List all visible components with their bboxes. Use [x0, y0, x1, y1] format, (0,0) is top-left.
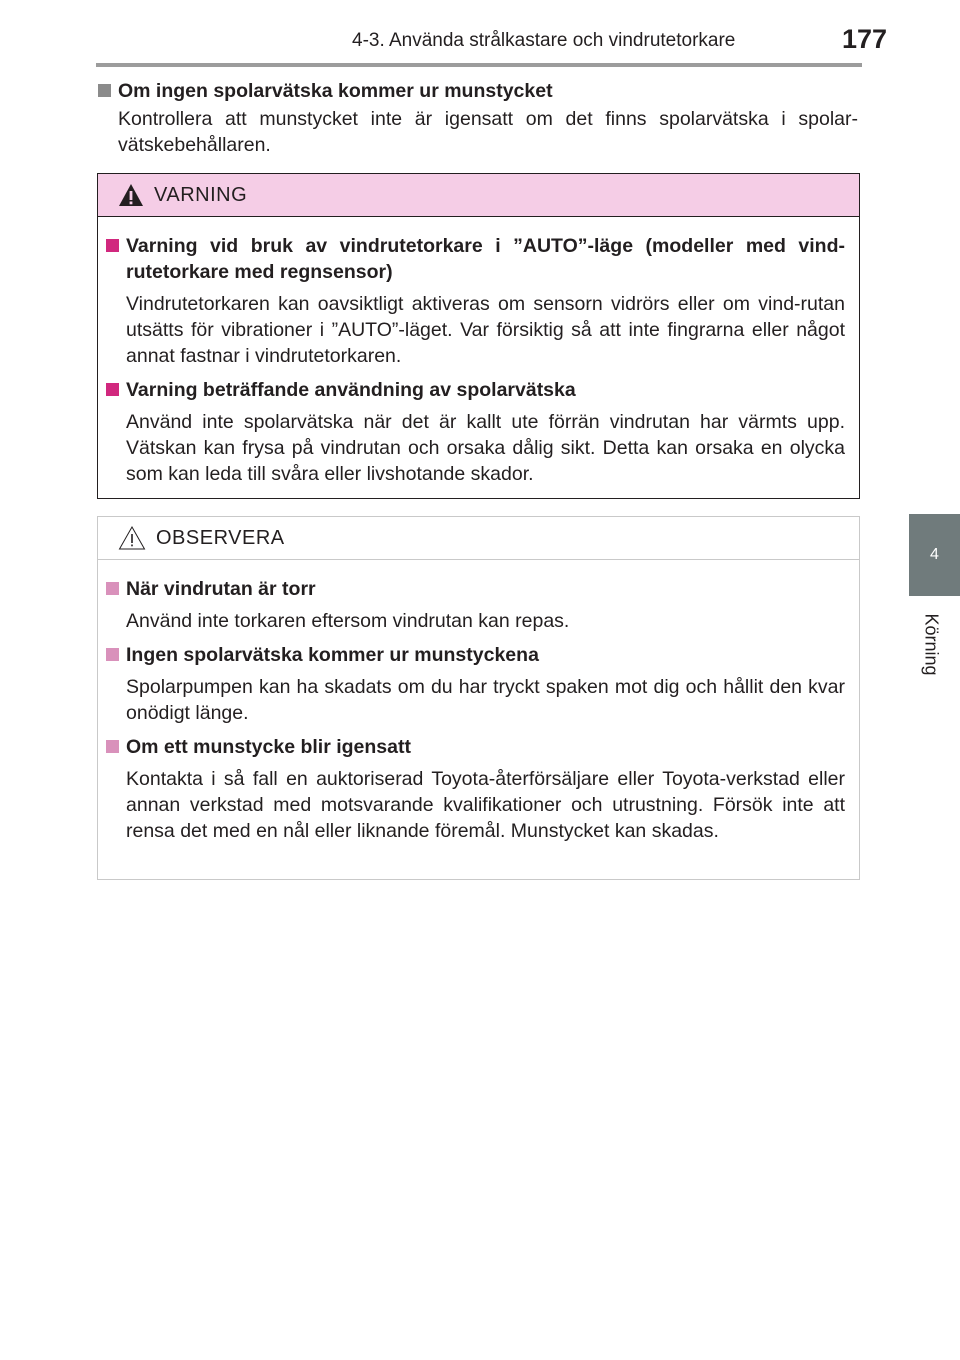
notice-section-text: Spolarpumpen kan ha skadats om du har tryckt spaken mot dig och hållit den kvar onödigt länge. [126, 676, 845, 724]
warning-section [106, 233, 845, 369]
warning-heading-text: Varning vid bruk av vindrutetorkare i ”AUTO”-läge (modeller med vind-rutetorkare med regnsensor) [126, 235, 845, 283]
warning-section [106, 377, 845, 487]
chapter-label-text: Körning [921, 612, 942, 676]
chapter-tab[interactable] [909, 514, 960, 596]
warning-label: VARNING [154, 183, 248, 206]
notice-section-heading [106, 576, 845, 602]
notice-section [106, 576, 845, 634]
square-bullet-icon [106, 239, 119, 252]
page-number: 177 [842, 24, 888, 54]
intro-text: Kontrollera att munstycket inte är igensatt om det finns spolarvätska i spolar-vätskebehållaren. [118, 108, 858, 156]
chapter-label [886, 608, 960, 680]
chapter-number: 4 [930, 546, 939, 563]
notice-section-heading [106, 734, 845, 760]
warning-section-text: Använd inte spolarvätska när det är kallt ute förrän vindrutan har värmts upp. Vätskan kan frysa på vindrutan och orsaka dålig sikt. Detta kan orsaka en olycka som kan leda till svåra eller livshotande skador. [126, 411, 845, 485]
notice-section [106, 642, 845, 726]
square-bullet-icon [106, 740, 119, 753]
intro-section [98, 78, 858, 158]
notice-label: OBSERVERA [156, 526, 285, 549]
header-section-title: 4-3. Använda strålkastare och vindrutetorkare [352, 30, 736, 51]
warning-box [97, 173, 860, 499]
caution-outline-icon [118, 525, 146, 551]
notice-box [97, 516, 860, 880]
notice-section [106, 734, 845, 844]
notice-heading-text: Ingen spolarvätska kommer ur munstyckena [126, 644, 539, 666]
square-bullet-icon [106, 648, 119, 661]
square-bullet-icon [106, 383, 119, 396]
notice-header [98, 517, 859, 560]
square-bullet-icon [98, 84, 111, 97]
notice-heading-text: När vindrutan är torr [126, 578, 316, 600]
header-rule [96, 63, 862, 67]
warning-section-text: Vindrutetorkaren kan oavsiktligt aktiveras om sensorn vidrörs eller om vind-rutan utsätts för vibrationer i ”AUTO”-läget. Var försiktig så att inte fingrarna eller något annat fastnar i vindrutetorkaren. [126, 293, 845, 367]
notice-section-heading [106, 642, 845, 668]
notice-section-text: Kontakta i så fall en auktoriserad Toyota-återförsäljare eller Toyota-verkstad eller annan verkstad med motsvarande kvalifikationer och utrustning. Försök inte att rensa det med en nål eller liknande föremål. Munstycket kan skadas. [126, 768, 845, 842]
notice-section-text: Använd inte torkaren eftersom vindrutan kan repas. [126, 610, 570, 632]
notice-heading-text: Om ett munstycke blir igensatt [126, 736, 411, 758]
warning-header [98, 174, 859, 217]
intro-heading [98, 78, 858, 104]
warning-heading-text: Varning beträffande användning av spolarvätska [126, 379, 576, 401]
warning-section-heading [106, 377, 845, 403]
square-bullet-icon [106, 582, 119, 595]
intro-heading-text: Om ingen spolarvätska kommer ur munstycket [118, 80, 553, 102]
warning-triangle-icon [118, 183, 144, 207]
warning-section-heading [106, 233, 845, 285]
